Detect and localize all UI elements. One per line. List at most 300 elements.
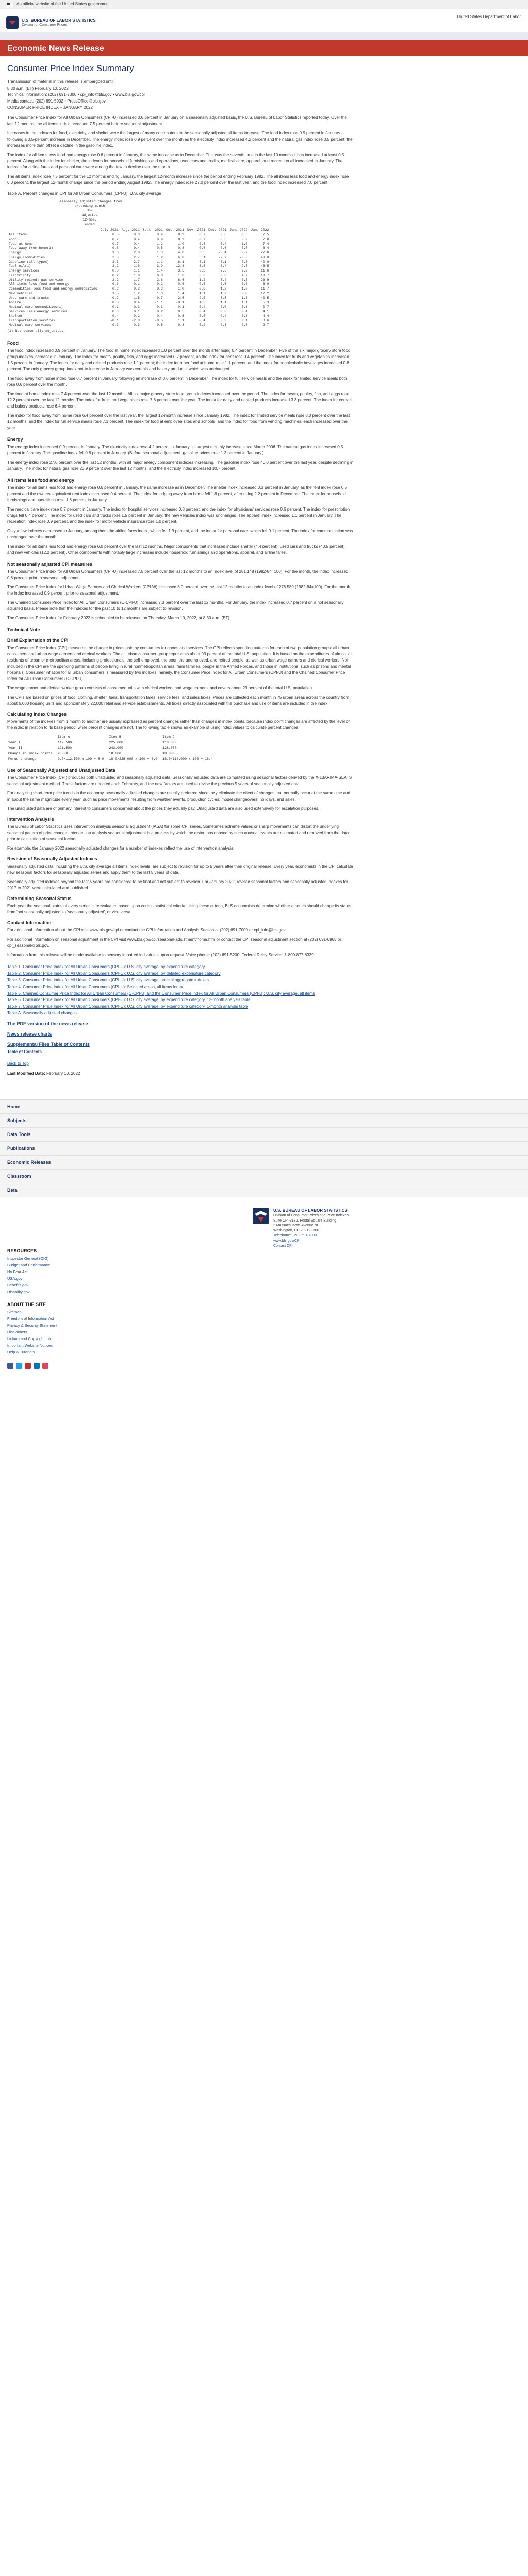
footer-nav-item[interactable]: Home [0, 1100, 528, 1114]
table-row [7, 246, 270, 251]
row-label: Medical care services [9, 323, 51, 327]
table-cell: -0.1 [176, 305, 184, 309]
table-a-head-line: ended [85, 222, 95, 226]
table-cell: 0.5 [241, 278, 248, 282]
paragraph: The Consumer Price Index for February 2022 is scheduled to be released on Thursday, March 10, 2022, at 8:30 a.m. (ET). [7, 616, 231, 621]
table-cell: 27.0 [260, 251, 269, 255]
table-cell: 4.2 [241, 273, 248, 277]
footer-contact-link[interactable]: Contact CPI [273, 1244, 293, 1248]
supplemental-link[interactable]: Supplemental Files Table of Contents [7, 1042, 90, 1047]
pct-cell: Percent change [8, 757, 37, 761]
about-link[interactable]: Important Website Notices [7, 1343, 53, 1348]
table-cell: -1.1 [155, 300, 163, 304]
table-link[interactable]: Table 7. Consumer Price Index for All Urban Consumers (CPI-U): U.S. city average, by expenditure category, 1-month analysis table [7, 1004, 249, 1009]
table-cell: 6.0 [178, 255, 184, 259]
table-cell: 0.5 [178, 310, 184, 314]
row-label: Food at home [9, 242, 33, 246]
table-cell: 0.6 [178, 282, 184, 286]
about-link[interactable]: Privacy & Security Statement [7, 1323, 58, 1328]
table-cell: 0.4 [134, 246, 140, 250]
intro-section [7, 115, 354, 186]
pct-cell: 18.000 [162, 752, 175, 756]
pct-row [8, 757, 217, 762]
table-cell: 6.0 [262, 282, 269, 286]
table-cell: 0.5 [178, 314, 184, 318]
paragraph: Movements of the indexes from 1 month to another are usually expressed as percent changes rather than changes in index points, because index point changes are affected by the level of the index in relation to its base period, while percent changes are not. The following table shows an example of using index values to calculate percent changes: [7, 719, 350, 730]
footer-nav-item[interactable]: Publications [0, 1142, 528, 1156]
release-meta [7, 79, 354, 111]
table-cell: 1.0 [134, 273, 140, 277]
table-cell: 0.5 [199, 314, 206, 318]
release-bar: Economic News Release [0, 40, 528, 56]
row-label: Food away from home(1) [9, 246, 53, 250]
table-cell: 1.5 [241, 296, 248, 300]
table-cell: 1.1 [157, 260, 163, 264]
table-cell: 0.4 [199, 305, 206, 309]
table-link[interactable]: Table 5. Chained Consumer Price Index for All Urban Consumers (C-CPI-U) and the Consumer Price Index for All Urban Consumers (CPI-U): U.S. city average, all items [7, 991, 315, 996]
table-link[interactable]: Table 6. Consumer Price Index for All Urban Consumers (CPI-U): U.S. city average, by expenditure category, 12-month analysis table [7, 997, 251, 1003]
table-cell: 2.3 [112, 255, 119, 259]
meta-line: CONSUMER PRICE INDEX – JANUARY 2022 [7, 105, 93, 110]
table-header-cell: Oct. 2021 [166, 228, 184, 232]
table-cell: 0.7 [199, 237, 206, 241]
gov-banner-text: An official website of the United States government [16, 2, 110, 7]
table-cell: 0.4 [112, 314, 119, 318]
table-cell: 1.0 [241, 287, 248, 291]
table-cell: 1.1 [199, 292, 206, 296]
bls-eagle-icon [6, 16, 19, 29]
table-cell: 11.6 [260, 269, 269, 273]
table-cell: 6.1 [178, 260, 184, 264]
footer-address-line: 2 Massachusetts Avenue NE [273, 1224, 320, 1228]
table-cell: -0.6 [239, 255, 248, 259]
table-cell: 7.4 [262, 242, 269, 246]
table-cell: 1.4 [178, 292, 184, 296]
row-label: Food [9, 237, 17, 241]
table-cell: 40.0 [260, 255, 269, 259]
table-cell: 0.9 [178, 237, 184, 241]
table-cell: 0.3 [112, 300, 119, 304]
row-label: Gasoline (all types) [9, 260, 50, 264]
table-header-cell: July 2021 [100, 228, 119, 232]
paragraph: The Consumer Price Index for All Urban Consumers (CPI-U) increased 0.6 percent in January on a seasonally adjusted basis, the U.S. Bureau of Labor Statistics reported today. Over the last 12 months, the all items index increased 7.5 percent before seasonal adjustment. [7, 115, 347, 126]
table-row [7, 319, 270, 324]
table-cell: 2.2 [241, 269, 248, 273]
meta-line: Transmission of material in this release is embargoed until [7, 79, 114, 84]
table-cell: 3.9 [157, 264, 163, 268]
paragraph: For additional information on seasonal adjustment in the CPI visit www.bls.gov/cpi/seasonal-adjustment/home.htm or contact the CPI seasonal adjustment section at (202) 691-6968 or cpi_seasonal@bls.gov. [7, 937, 341, 948]
paragraph: For analyzing short-term price trends in the economy, seasonally adjusted changes are usually preferred since they eliminate the effect of changes that normally occur at the same time and in about the same magnitude every year, such as price movements resulting from weather events, production cycles, model changeovers, holidays, and sales. [7, 790, 350, 802]
table-header-row [7, 228, 270, 233]
table-cell: 40.0 [260, 260, 269, 264]
pct-cell: 18.000 [109, 752, 121, 756]
resource-link[interactable]: Budget and Performance [7, 1262, 51, 1267]
table-cell: 0.3 [157, 305, 163, 309]
footer-nav-item[interactable]: Subjects [0, 1114, 528, 1128]
table-cell: 6.1 [199, 260, 206, 264]
bls-logo[interactable] [6, 16, 96, 29]
table-cell: 1.3 [157, 292, 163, 296]
table-cell: 2.2 [112, 264, 119, 268]
table-cell: 2.6 [157, 278, 163, 282]
content-section [7, 561, 354, 621]
table-row [7, 264, 270, 269]
table-cell: 0.9 [199, 287, 206, 291]
about-link[interactable]: Linking and Copyright Info [7, 1336, 53, 1342]
youtube-icon[interactable] [25, 1363, 31, 1369]
table-row [7, 292, 270, 296]
paragraph: Only a few indexes decreased in January, among them the airline fares index, which fell 1.9 percent, and the index for personal care, which fell 0.1 percent. The index for communication was unchanged over the month. [7, 529, 353, 540]
about-link[interactable]: Sitemap [7, 1309, 22, 1314]
table-cell: 0.2 [112, 287, 119, 291]
paragraph: The Consumer Price Index for Urban Wage Earners and Clerical Workers (CPI-W) increased 8.0 percent over the last 12 months to an index level of 276.589 (1982-84=100). For the month, the index increased 0.9 percent prior to seasonal adjustment. [7, 585, 352, 596]
table-cell: 0.5 [220, 237, 227, 241]
row-label: Fuel oil(1) [9, 264, 31, 268]
table-row [7, 282, 270, 287]
linkedin-icon[interactable] [34, 1363, 40, 1369]
table-header-cell: Jan. 2022 [229, 228, 248, 232]
table-cell: 0.2 [134, 314, 140, 318]
table-cell: 0.8 [157, 273, 163, 277]
twitter-icon[interactable] [16, 1363, 22, 1369]
tech-subheading: Calculating Index Changes [7, 711, 67, 717]
table-cell: 4.1 [262, 310, 269, 314]
tech-subheading: Revision of Seasonally Adjusted Indexes [7, 856, 97, 861]
table-a-title: Table A. Percent changes in CPI for All Urban Consumers (CPI-U): U.S. city average [7, 191, 161, 196]
table-cell: 6.4 [262, 246, 269, 250]
resource-link[interactable]: USA.gov [7, 1276, 23, 1281]
row-label: Electricity [9, 273, 31, 277]
site-header [0, 9, 528, 40]
table-row [7, 305, 270, 310]
paragraph: Information from this release will be made available to sensory impaired individuals upon request. Voice phone: (202) 691-5200; Federal Relay Service: 1-800-877-8339. [7, 953, 315, 958]
table-cell: 0.7 [241, 246, 248, 250]
table-cell: 40.5 [260, 296, 269, 300]
section-heading: All items less food and energy [7, 478, 75, 483]
paragraph: For additional information about the CPI visit www.bls.gov/cpi or contact the CPI Information and Analysis Section at (202) 691-7000 or cpi_info@bls.gov. [7, 928, 287, 933]
table-cell: 0.4 [220, 242, 227, 246]
table-cell: 0.9 [241, 237, 248, 241]
table-cell: 0.4 [134, 242, 140, 246]
table-cell: 0.6 [199, 246, 206, 250]
table-row [7, 233, 270, 238]
tech-subheading: Determining Seasonal Status [7, 896, 72, 902]
table-cell: -1.5 [131, 296, 140, 300]
paragraph: The Consumer Price Index (CPI) produces both unadjusted and seasonally adjusted data. Seasonally adjusted data are computed using seasonal factors derived by the X-13ARIMA-SEATS seasonal adjustment method. These factors are updated each February, and the new factors are used to revise the previous 5 years of seasonally adjusted data. [7, 775, 352, 786]
about-link[interactable]: Help & Tutorials [7, 1350, 35, 1355]
footer-nav-item[interactable]: Beta [0, 1183, 528, 1197]
footer-columns [7, 1248, 521, 1369]
technical-note [7, 626, 354, 958]
row-label: Transportation services [9, 318, 55, 323]
main-content [0, 56, 361, 1094]
table-cell: -2.9 [218, 255, 227, 259]
pct-cell: 243.000 [109, 746, 123, 750]
instagram-icon[interactable] [42, 1363, 48, 1369]
table-cell: 0.5 [199, 282, 206, 286]
table-cell: 2.0 [134, 251, 140, 255]
paragraph: The unadjusted data are of primary interest to consumers concerned about the prices they actually pay. Unadjusted data are also used extensively for escalation purposes. [7, 806, 320, 811]
table-cell: 0.8 [199, 242, 206, 246]
table-cell: 1.2 [220, 292, 227, 296]
facebook-icon[interactable] [7, 1363, 13, 1369]
footer-website[interactable]: www.bls.gov/CPI [273, 1239, 301, 1243]
pct-cell: 18.0/225.000 x 100 = 8.0 [109, 757, 158, 761]
resource-link[interactable]: No Fear Act [7, 1269, 28, 1274]
row-label: Energy [9, 251, 21, 255]
row-label: Apparel [9, 300, 23, 304]
table-cell: 0.3 [134, 233, 140, 237]
release-links [7, 964, 354, 1055]
footer-address-line: Division of Consumer Prices and Price Indexes [273, 1213, 349, 1217]
toc-link[interactable]: Table of Contents [7, 1049, 42, 1055]
table-row [7, 251, 270, 256]
paragraph: The food at home index rose 7.4 percent over the last 12 months. All six major grocery store food group indexes increased over the period. The index for meats, poultry, fish, and eggs rose 12.2 percent over the last 12 months. The index for fruits and vegetables rose 7.6 percent over the year. The index for dairy and related products increased 3.3 percent. The index for cereals and bakery products rose 6.4 percent. [7, 392, 353, 409]
table-cell: 1.0 [241, 242, 248, 246]
table-cell: 0.4 [199, 318, 206, 323]
table-link[interactable]: Table A. Seasonally adjusted changes [7, 1011, 77, 1015]
table-cell: 1.3 [199, 300, 206, 304]
table-cell: 46.5 [260, 264, 269, 268]
table-cell: 1.0 [178, 287, 184, 291]
table-cell: 0.3 [112, 323, 119, 327]
table-link[interactable]: Table 4. Consumer Price Index for All Urban Consumers (CPI-U): Selected areas, all items index [7, 984, 184, 989]
table-header-cell: Sept. 2021 [142, 228, 163, 232]
table-cell: 3.6 [262, 318, 269, 323]
about-link[interactable]: Freedom of Information Act [7, 1316, 54, 1321]
table-link[interactable]: Table 2. Consumer Price Index for All Urban Consumers (CPI-U): U.S. city average, by detailed expenditure category [7, 971, 221, 976]
row-label: Services less energy services [9, 310, 68, 314]
tech-subheading: Brief Explanation of the CPI [7, 637, 69, 643]
table-cell: 0.3 [220, 273, 227, 277]
row-label: Energy commodities [9, 255, 45, 259]
content-section [7, 436, 354, 472]
table-cell: 0.3 [112, 310, 119, 314]
table-cell: 0.8 [178, 246, 184, 250]
footer-nav-item[interactable]: Classroom [0, 1170, 528, 1183]
table-cell: 0.3 [220, 310, 227, 314]
paragraph: The index for all items less food and energy rose 0.6 percent in January, the same increase as in December. This was the seventh time in the last 10 months it has increased at least 0.5 percent. Along with the index for shelter, the indexes for household furnishings and operations, used cars and trucks, medical care, apparel, and recreation all increased in January. The indexes for airline fares and personal care were among the few to decline over the month. [7, 152, 344, 170]
table-cell: 0.6 [241, 233, 248, 237]
footer-phone[interactable]: Telephone:1-202-691-7000 [273, 1233, 317, 1238]
tech-subheading: Intervention Analysis [7, 816, 54, 822]
social-icons [7, 1363, 521, 1369]
table-cell: 10.7 [260, 273, 269, 277]
paragraph: The medical care index rose 0.7 percent in January. The index for hospital services increased 0.8 percent, and the index for physicians' services rose 0.6 percent. The index for prescription drugs fell 0.4 percent. The index for used cars and trucks rose 1.5 percent in January; the new vehicles index was unchanged. The apparel index increased 1.1 percent in January. The recreation index rose 0.9 percent, and the index for motor vehicle insurance rose 1.0 percent. [7, 507, 350, 524]
table-cell: 9.5 [241, 264, 248, 268]
pct-header-cell: Item B [109, 735, 121, 739]
row-label: Medical care commodities(1) [9, 305, 63, 309]
table-row [7, 323, 270, 328]
site-footer [0, 1197, 528, 1389]
footer-agency-name: U.S. BUREAU OF LABOR STATISTICS [273, 1208, 348, 1213]
table-cell: 11.7 [260, 287, 269, 291]
table-cell: 3.5 [199, 264, 206, 268]
paragraph: The Chained Consumer Price Index for All Urban Consumers (C-CPI-U) increased 7.3 percent over the last 12 months. For January, the index increased 0.7 percent on a not seasonally adjusted basis. Please note that the indexes for the past 10 to 12 months are subject to revision. [7, 600, 344, 612]
table-cell: 2.7 [134, 255, 140, 259]
table-cell: 0.1 [112, 305, 119, 309]
tech-subheading: Contact Information [7, 920, 52, 926]
paragraph: Each year the seasonal status of every series is reevaluated based upon certain statistical criteria. Using these criteria, BLS economists determine whether a series should change its status from 'not seasonally adjusted' to 'seasonally adjusted', or vice versa. [7, 904, 352, 915]
paragraph: The index for food away from home rose 6.4 percent over the last year, the largest 12-month increase since January 1982. The index for limited service meals rose 8.0 percent over the last 12 months, and the index for full service meals rose 7.1 percent. The index for food at employee sites and schools, and the index for food from vending machines, each increased over the year. [7, 413, 350, 431]
table-row [7, 274, 270, 278]
table-cell: 2.5 [199, 296, 206, 300]
table-cell: 0.5 [199, 269, 206, 273]
paragraph: The index for all items less food and energy rose 0.6 percent in January, the same increase as in December. The shelter index increased 0.3 percent in January, as the rent index rose 0.5 percent and the owners' equivalent rent index increased 0.4 percent. The index for lodging away from home fell 1.8 percent, after rising 2.2 percent in December. The index for household furnishings and operations rose 1.6 percent in January. [7, 485, 348, 503]
table-cell: 0.0 [241, 292, 248, 296]
pdf-link[interactable]: The PDF version of the news release [7, 1021, 88, 1026]
paragraph: The food away from home index rose 0.7 percent in January following an increase of 0.6 percent in December. The index for full service meals and the index for limited service meals both rose 0.6 percent over the month. [7, 376, 348, 387]
table-a-footnote: (1) Not seasonally adjusted. [7, 329, 64, 333]
table-cell: 0.7 [241, 323, 248, 327]
table-a-header [7, 200, 172, 227]
about-link[interactable]: Disclaimers [7, 1330, 27, 1335]
pct-row [8, 746, 217, 751]
pct-cell: 9.0/112.500 x 100 = 8.0 [57, 757, 104, 761]
section-heading: Not seasonally adjusted CPI measures [7, 562, 93, 567]
last-modified [7, 1071, 354, 1077]
table-cell: 0.2 [199, 323, 206, 327]
footer-nav-item[interactable]: Economic Releases [0, 1156, 528, 1170]
row-label: Used cars and trucks [9, 296, 50, 300]
table-row [7, 301, 270, 306]
table-row [7, 310, 270, 314]
table-cell: 1.4 [157, 269, 163, 273]
table-cell: 0.9 [178, 233, 184, 237]
pct-header-cell [8, 735, 57, 740]
table-cell: 0.7 [262, 305, 269, 309]
pct-cell: 121.500 [57, 746, 72, 750]
resource-link[interactable]: Inspector General (OIG) [7, 1256, 49, 1261]
table-cell: 0.2 [157, 287, 163, 291]
table-cell: 0.3 [112, 282, 119, 286]
table-header-cell [7, 228, 99, 233]
gov-banner [0, 0, 528, 9]
page-title: Consumer Price Index Summary [7, 63, 134, 73]
table-cell: -0.3 [131, 305, 140, 309]
table-cell: 2.7 [134, 260, 140, 264]
table-cell: 7.5 [262, 233, 269, 237]
table-cell: 1.2 [199, 278, 206, 282]
paragraph: Seasonally adjusted indexes beyond the last 5 years are considered to be final and not subject to revision. For January 2022, revised seasonal factors and seasonally adjusted indexes for 2017 to 2021 were calculated and published. [7, 879, 348, 891]
row-label: All items less food and energy [9, 282, 70, 286]
table-cell: -3.1 [218, 260, 227, 264]
table-cell: 0.6 [220, 246, 227, 250]
pct-cell: 128.000 [162, 746, 177, 750]
pct-header-row [8, 735, 217, 740]
table-cell: 0.8 [112, 246, 119, 250]
table-cell: 1.3 [157, 251, 163, 255]
table-link[interactable]: Table 3. Consumer Price Index for All Urban Consumers (CPI-U): U.S. city average, special aggregate indexes [7, 978, 209, 983]
footer-address [273, 1208, 376, 1249]
paragraph: The food index increased 0.9 percent in January. The food at home index increased 1.0 percent over the month after rising 0.4 percent in December. Five of the six major grocery store food group indexes increased in January. The index for meats, poultry, fish, and eggs increased 0.7 percent, as the index for beef rose 0.4 percent. The index for fruits and vegetables increased 1.5 percent in January. The index for dairy and related products rose 1.1 percent; the index for other food at home rose 1.1 percent; and the index for nonalcoholic beverages increased 0.8 percent. The only grocery group index not to increase in January was cereals and bakery products, which was unchanged. [7, 348, 351, 372]
agency-name: U.S. BUREAU OF LABOR STATISTICS [22, 18, 96, 23]
pct-cell: 9.000 [57, 752, 68, 756]
table-cell: 0.9 [157, 237, 163, 241]
table-header-cell: Aug. 2021 [121, 228, 140, 232]
pct-cell: 18.0/110.000 x 100 = 16.4 [162, 757, 213, 761]
table-a-head-line: preceding month [74, 204, 105, 208]
paragraph: The CPIs are based on prices of food, clothing, shelter, fuels, transportation fares, service fees, and sales taxes. Prices are collected each month in 75 urban areas across the country from about 6,000 housing units and approximately 22,000 retail and service establishments. All taxes directly associated with the purchase and use of items are included in the index. [7, 694, 350, 706]
paragraph: The Bureau of Labor Statistics uses intervention analysis seasonal adjustment (IASA) for some CPI series. Sometimes extreme values or sharp movements can distort the underlying seasonal pattern of price change. Intervention analysis seasonal adjustment is a process by which the distortions caused by such unusual events are estimated and removed from the data prior to calculation of seasonal factors. [7, 824, 349, 841]
pct-row [8, 752, 217, 756]
table-cell: 3.5 [220, 296, 227, 300]
table-row [7, 287, 270, 292]
meta-line: Media contact: (202) 691-5902 • PressOffice@bls.gov [7, 98, 106, 104]
table-cell: 1.0 [178, 242, 184, 246]
table-cell: 6.1 [199, 255, 206, 259]
table-cell: 0.5 [157, 246, 163, 250]
dol-link[interactable]: United States Department of Labor [457, 14, 521, 19]
table-link[interactable]: Table 1. Consumer Price Index for All Urban Consumers (CPI-U): U.S. city average, by expenditure category [7, 964, 205, 970]
table-cell: 0.3 [178, 323, 184, 327]
row-label: New vehicles [9, 292, 33, 296]
menu-bar [0, 32, 528, 40]
table-cell: 0.3 [220, 318, 227, 323]
table-cell: -0.1 [110, 318, 119, 323]
back-to-top-link[interactable]: Back to Top [7, 1061, 29, 1066]
paragraph: For example, the January 2022 seasonally adjusted changes for a number of indexes reflect the use of intervention analysis. [7, 846, 235, 851]
table-cell: 0.4 [134, 237, 140, 241]
charts-link[interactable]: News release charts [7, 1031, 52, 1037]
table-cell: -0.7 [155, 296, 163, 300]
meta-line: Technical information: (202) 691-7000 • cpi_info@bls.gov • www.bls.gov/cpi [7, 92, 145, 97]
table-cell: 0.3 [241, 305, 248, 309]
table-cell: 0.1 [134, 282, 140, 286]
body-sections [7, 340, 354, 622]
table-cell: 0.4 [220, 314, 227, 318]
table-cell: 7.0 [262, 237, 269, 241]
table-cell: 1.1 [220, 300, 227, 304]
footer-eagle-icon [253, 1208, 269, 1224]
resource-link[interactable]: Disability.gov [7, 1290, 30, 1295]
table-cell: 3.5 [178, 269, 184, 273]
footer-nav-item[interactable]: Data Tools [0, 1128, 528, 1142]
table-row [7, 238, 270, 242]
table-cell: 6.6 [178, 278, 184, 282]
table-a [7, 191, 354, 334]
table-row [7, 269, 270, 274]
row-label: Commodities less food and energy commodities [9, 287, 97, 291]
footer-nav [0, 1099, 528, 1197]
content-section [7, 340, 354, 431]
table-cell: -0.4 [218, 251, 227, 255]
paragraph: The Consumer Price Index for All Urban Consumers (CPI-U) increased 7.5 percent over the last 12 months to an index level of 281.148 (1982-84=100). For the month, the index increased 0.8 percent prior to seasonal adjustment. [7, 569, 349, 581]
table-row [7, 242, 270, 247]
table-cell: 1.7 [134, 278, 140, 282]
table-row [7, 314, 270, 319]
table-cell: 0.4 [157, 314, 163, 318]
table-cell: 0.6 [220, 282, 227, 286]
table-cell: -2.0 [131, 318, 140, 323]
pct-cell: Year II [8, 746, 23, 750]
table-cell: 1.1 [241, 300, 248, 304]
table-cell: 3.5 [199, 251, 206, 255]
footer-address-line: Suite CPI-3130, Postal Square Building [273, 1218, 337, 1223]
table-cell: 0.4 [199, 310, 206, 314]
table-cell: 0.7 [112, 242, 119, 246]
table-cell: 0.3 [220, 323, 227, 327]
resource-link[interactable]: Benefits.gov [7, 1283, 29, 1288]
section-heading: Food [7, 340, 19, 346]
table-header-cell: Dec. 2021 [208, 228, 227, 232]
content-section [7, 477, 354, 556]
table-row [7, 260, 270, 265]
table-cell: 12.3 [176, 264, 184, 268]
paragraph: The energy index increased 0.9 percent in January. The electricity index rose 4.2 percent in January, its largest monthly increase since March 2006. The natural gas index increased 0.5 percent in January. The gasoline index fell 0.8 percent in January. (Before seasonal adjustment, gasoline prices rose 1.3 percent in January.) [7, 445, 343, 456]
table-header-cell: Nov. 2021 [187, 228, 206, 232]
last-modified-date: February 10, 2022 [46, 1071, 80, 1076]
